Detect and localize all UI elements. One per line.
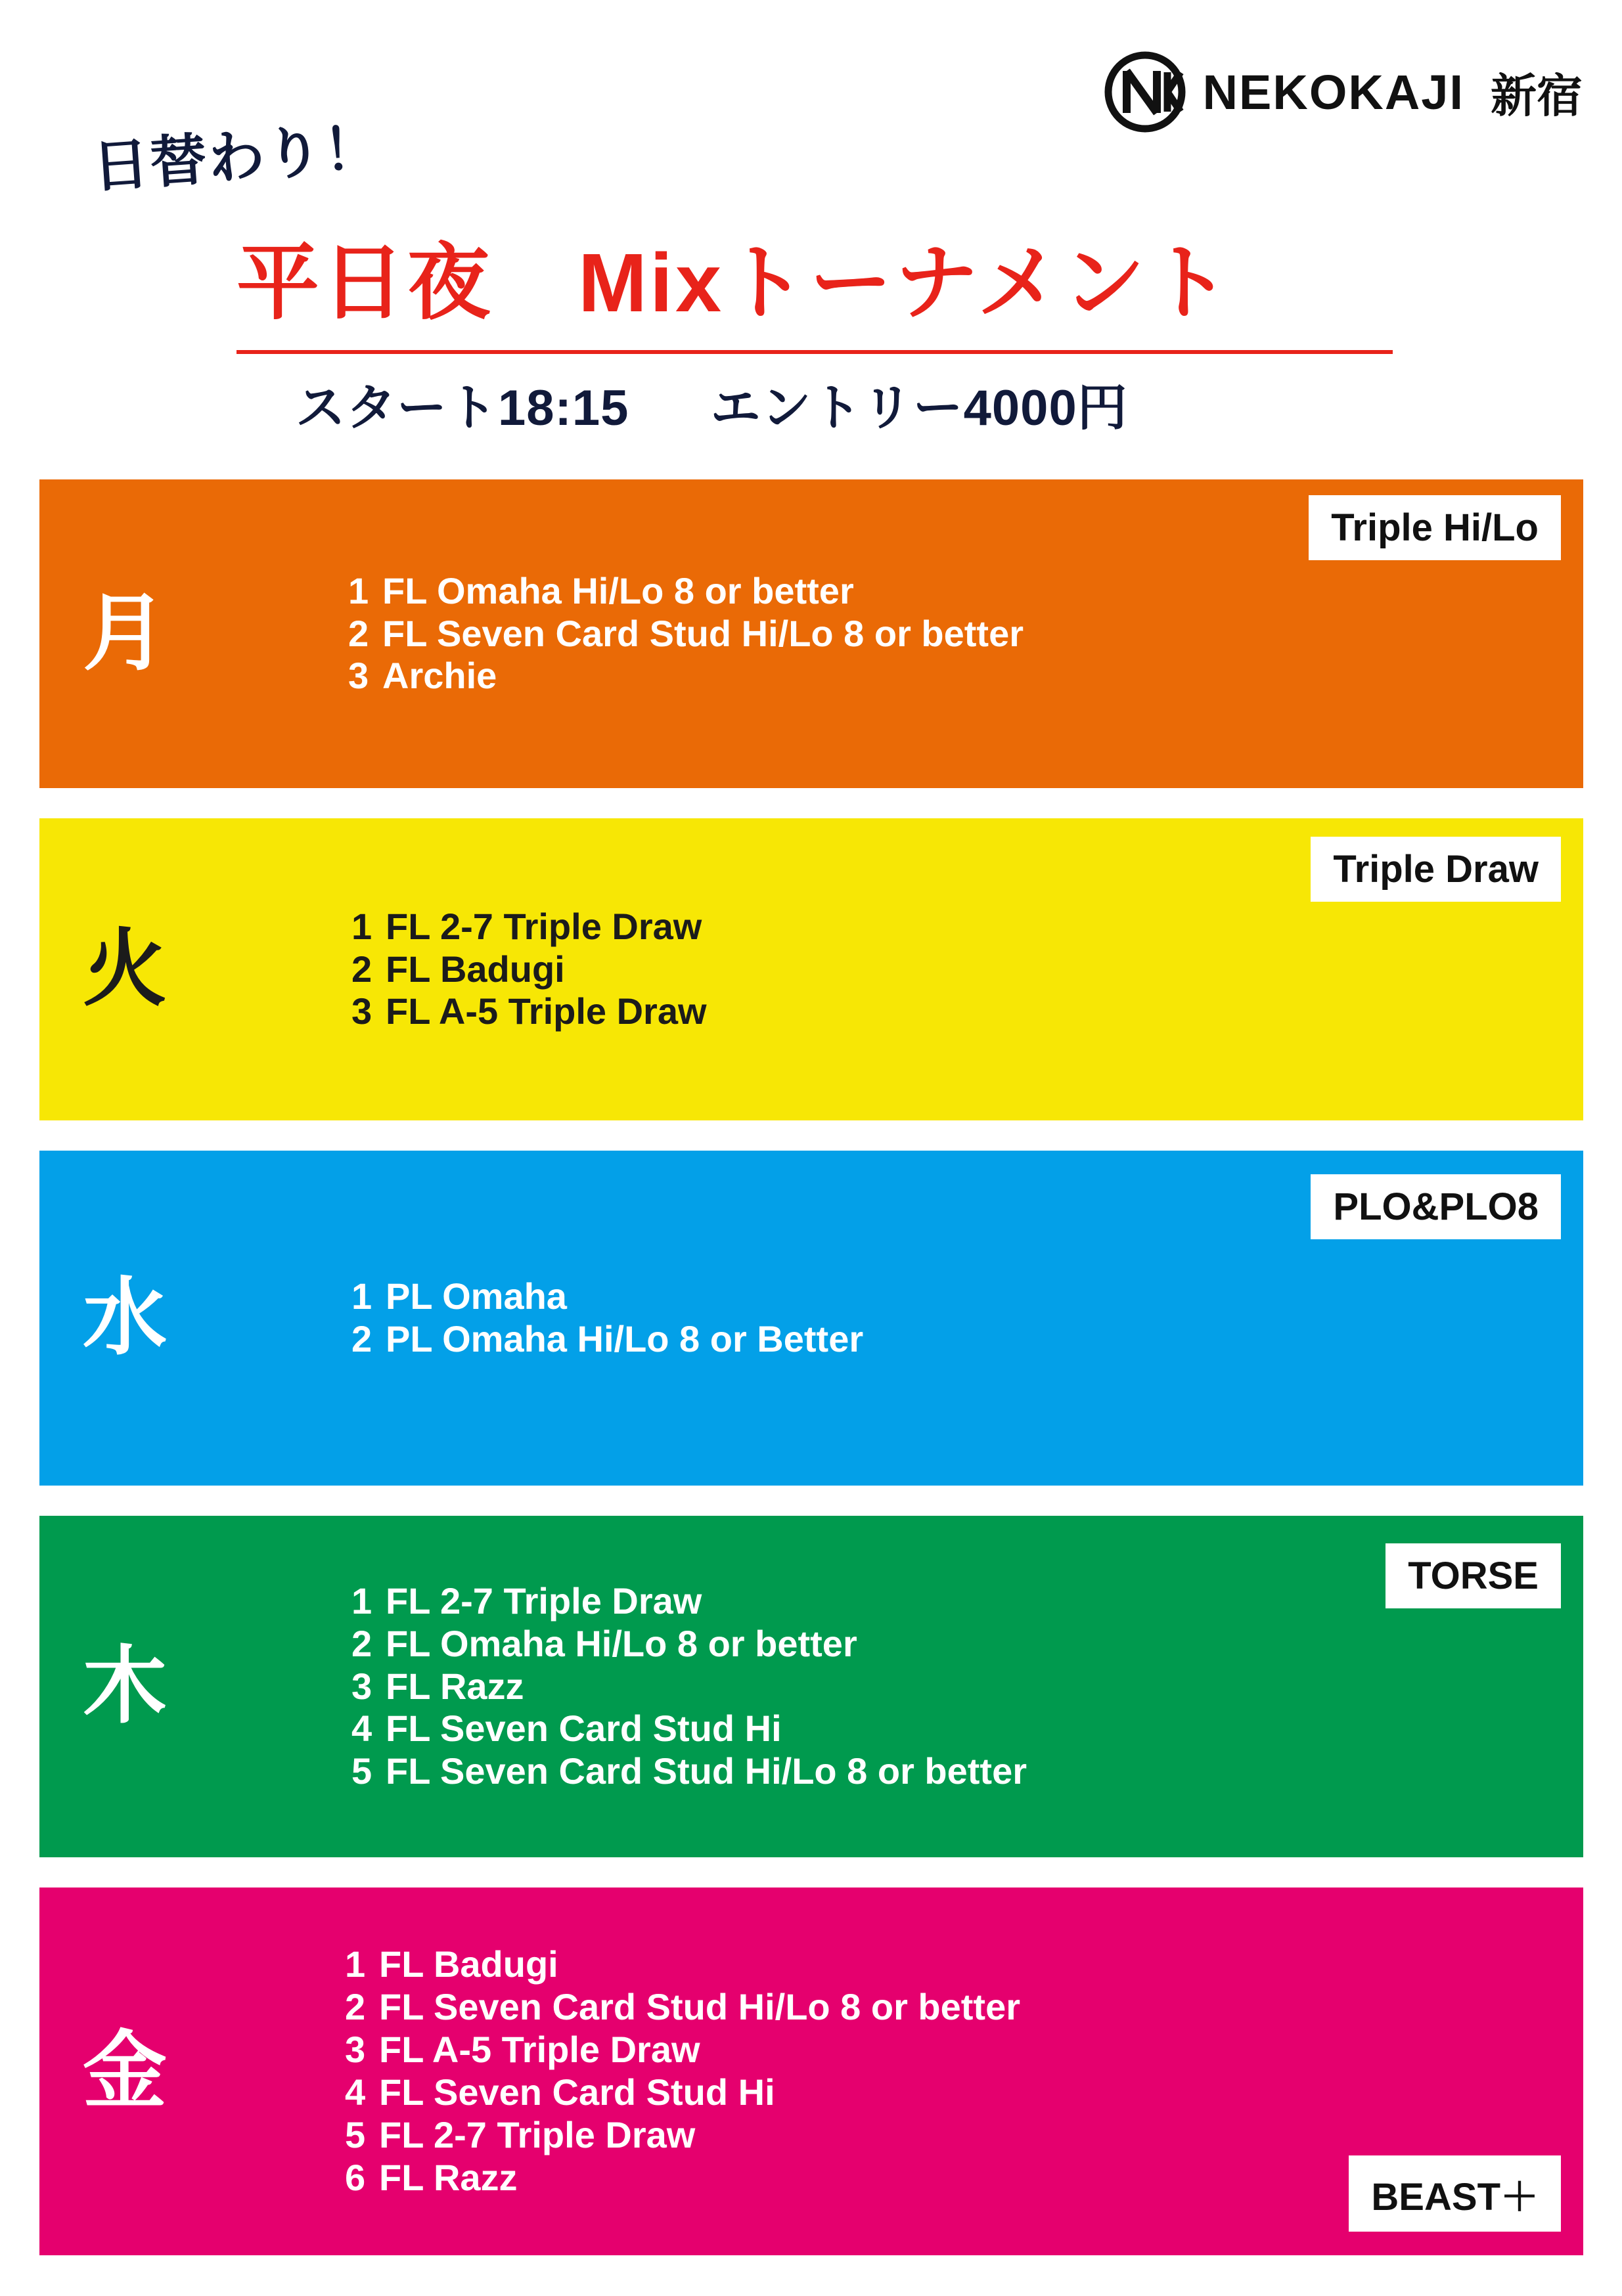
- game-name: FL Seven Card Stud Hi/Lo 8 or better: [379, 1986, 1021, 2028]
- game-number: 2: [351, 948, 372, 990]
- game-list-thursday: [210, 1580, 1583, 1794]
- game-name: FL Seven Card Stud Hi: [379, 2071, 775, 2113]
- day-block-thursday: [39, 1516, 1583, 1857]
- title-block: [237, 217, 1419, 354]
- game-number: 4: [351, 1708, 372, 1750]
- day-block-friday: [39, 1888, 1583, 2255]
- game-number: 3: [351, 990, 372, 1032]
- game-name: FL 2-7 Triple Draw: [386, 1579, 702, 1622]
- day-block-wednesday: [39, 1151, 1583, 1486]
- game-line: [351, 1623, 1557, 1666]
- game-number: 3: [345, 2029, 366, 2071]
- game-line: [345, 2114, 1557, 2157]
- game-line: [348, 570, 1557, 613]
- game-number: 2: [348, 612, 369, 654]
- format-badge-wednesday: PLO&PLO8: [1311, 1174, 1561, 1239]
- game-number: 5: [345, 2113, 366, 2155]
- format-badge-tuesday: Triple Draw: [1311, 837, 1561, 902]
- game-line: [351, 1666, 1557, 1708]
- game-line: [351, 1580, 1557, 1623]
- game-line: [348, 655, 1557, 697]
- game-name: FL 2-7 Triple Draw: [386, 905, 702, 947]
- game-number: 2: [351, 1318, 372, 1359]
- game-number: 1: [345, 1943, 366, 1985]
- page-title: 平日夜 Mixトーナメント: [237, 236, 1234, 329]
- game-name: FL Razz: [379, 2156, 518, 2198]
- game-name: FL Seven Card Stud Hi: [386, 1708, 782, 1750]
- game-line: [345, 2029, 1557, 2071]
- game-name: FL Omaha Hi/Lo 8 or better: [382, 569, 854, 611]
- game-line: [348, 613, 1557, 655]
- day-kanji-tuesday: 火: [82, 922, 167, 1016]
- game-name: PL Omaha: [386, 1275, 567, 1317]
- schedule-list: [39, 479, 1583, 2285]
- game-number: 5: [351, 1750, 372, 1792]
- game-name: FL A-5 Triple Draw: [386, 990, 707, 1032]
- game-line: [351, 990, 1557, 1033]
- nk-monogram-icon: [1104, 51, 1186, 133]
- day-block-monday: [39, 479, 1583, 788]
- game-list-tuesday: [210, 906, 1583, 1034]
- game-name: FL A-5 Triple Draw: [379, 2029, 700, 2071]
- game-number: 3: [351, 1665, 372, 1707]
- game-name: FL Seven Card Stud Hi/Lo 8 or better: [386, 1750, 1027, 1792]
- game-line: [345, 1986, 1557, 2029]
- format-badge-friday: BEAST＋: [1349, 2155, 1561, 2232]
- game-number: 4: [345, 2071, 366, 2113]
- game-list-wednesday: [210, 1275, 1583, 1361]
- game-line: [351, 1708, 1557, 1750]
- game-number: 1: [351, 1275, 372, 1317]
- day-kanji-wednesday: 水: [82, 1271, 167, 1365]
- game-name: FL Seven Card Stud Hi/Lo 8 or better: [382, 612, 1024, 654]
- brand-name: NEKOKAJI: [1202, 64, 1464, 120]
- game-line: [345, 1943, 1557, 1986]
- game-line: [351, 906, 1557, 948]
- game-name: FL Razz: [386, 1665, 524, 1707]
- game-name: FL 2-7 Triple Draw: [379, 2113, 696, 2155]
- day-block-tuesday: [39, 818, 1583, 1120]
- format-badge-monday: Triple Hi/Lo: [1309, 495, 1561, 560]
- game-list-monday: [210, 570, 1583, 698]
- game-line: [351, 948, 1557, 991]
- game-name: FL Omaha Hi/Lo 8 or better: [386, 1622, 857, 1664]
- brand-location: 新宿: [1491, 70, 1583, 121]
- game-number: 2: [345, 1986, 366, 2028]
- kicker-text: 日替わり！: [90, 116, 384, 200]
- game-name: FL Badugi: [379, 1943, 558, 1985]
- game-number: 1: [351, 905, 372, 947]
- game-line: [345, 2071, 1557, 2114]
- game-name: Archie: [382, 655, 497, 697]
- day-kanji-friday: 金: [82, 2024, 167, 2118]
- game-number: 1: [348, 569, 369, 611]
- event-details: [296, 368, 1128, 439]
- day-kanji-thursday: 木: [82, 1639, 167, 1733]
- game-name: FL Badugi: [386, 948, 565, 990]
- game-line: [351, 1750, 1557, 1793]
- day-kanji-monday: 月: [82, 586, 167, 680]
- brand-header: [1104, 51, 1583, 133]
- start-time-label: スタート18:15: [296, 380, 629, 436]
- game-line: [351, 1275, 1557, 1318]
- game-number: 6: [345, 2156, 366, 2198]
- title-underline: [237, 350, 1393, 354]
- game-number: 2: [351, 1622, 372, 1664]
- entry-fee-label: エントリー4000円: [710, 380, 1128, 436]
- format-badge-thursday: TORSE: [1385, 1543, 1561, 1608]
- game-number: 1: [351, 1579, 372, 1622]
- game-name: PL Omaha Hi/Lo 8 or Better: [386, 1318, 864, 1359]
- game-line: [351, 1318, 1557, 1361]
- game-number: 3: [348, 655, 369, 697]
